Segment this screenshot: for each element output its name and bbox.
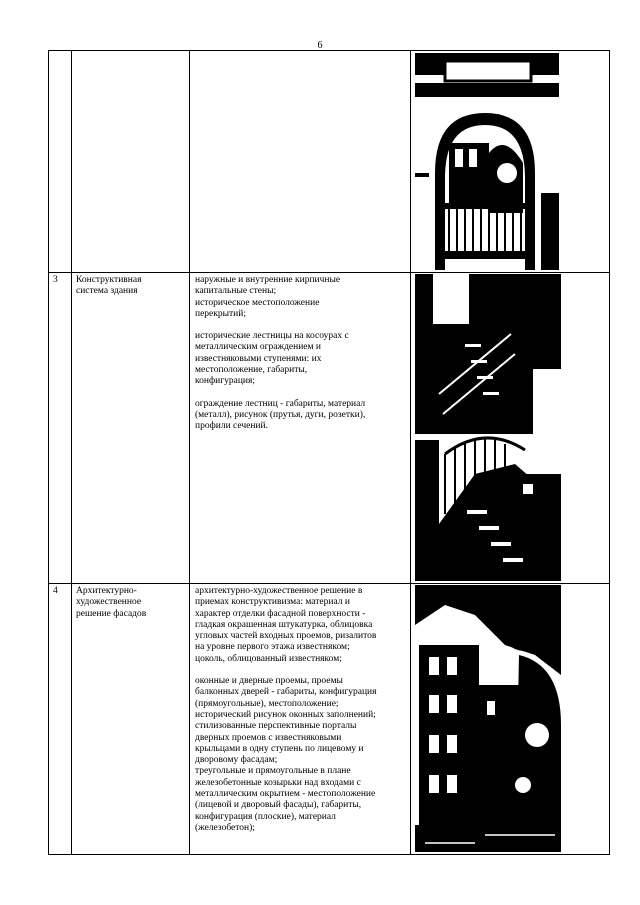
feature-name [76,275,186,298]
photo-arch-courtyard [415,53,559,270]
description-paragraph: наружные и внутренние кирпичные капитальные стены; историческое местоположение перекрытий; [195,275,341,319]
row-divider [49,583,609,584]
column-divider [71,51,72,854]
feature-description [195,275,407,433]
description-paragraph: исторические лестницы на косоурах с металлическим ограждением и известняковыми ступенями: их местоположение, габариты, конфигурация; [195,331,349,387]
photo-staircase [415,274,561,581]
feature-name [76,586,186,620]
feature-name-text: Архитектурно- художественное решение фасадов [76,586,147,619]
description-paragraph: архитектурно-художественное решение в приемах конструктивизма: материал и характер отделки фасадной поверхности - гладкая окрашенная штукатурка, облицовка угловых частей входных проемов, ризалитов на уровне первого этажа известняком; цоколь, облицованный известняком; [195,586,377,664]
feature-description [195,586,407,834]
row-divider [49,272,609,273]
photo-facade-trees [415,585,561,852]
page-number: 6 [317,40,323,51]
row-number: 4 [53,586,58,596]
protected-features-table [48,50,610,855]
description-paragraph: оконные и дверные проемы, проемы балконных дверей - габариты, конфигурация (прямоугольные), местоположение; исторический рисунок оконных заполнений; стилизованные перспективные порталы дверных проемов с известняковыми крыльцами в одну ступень по лицевому и дворовому фасадам; треугольные и прямоугольные в плане железобетонные козырьки над входами с металлическим окрытием - местоположение (лицевой и дворовый фасады), габариты, конфигурация (плоские), материал (железобетон); [195,676,377,833]
feature-name-text: Конструктивная система здания [76,275,142,297]
row-number: 3 [53,275,58,285]
column-divider [189,51,190,854]
description-paragraph: ограждение лестниц - габариты, материал (металл), рисунок (прутья, дуги, розетки), профили сечений. [195,398,366,432]
column-divider [410,51,411,854]
